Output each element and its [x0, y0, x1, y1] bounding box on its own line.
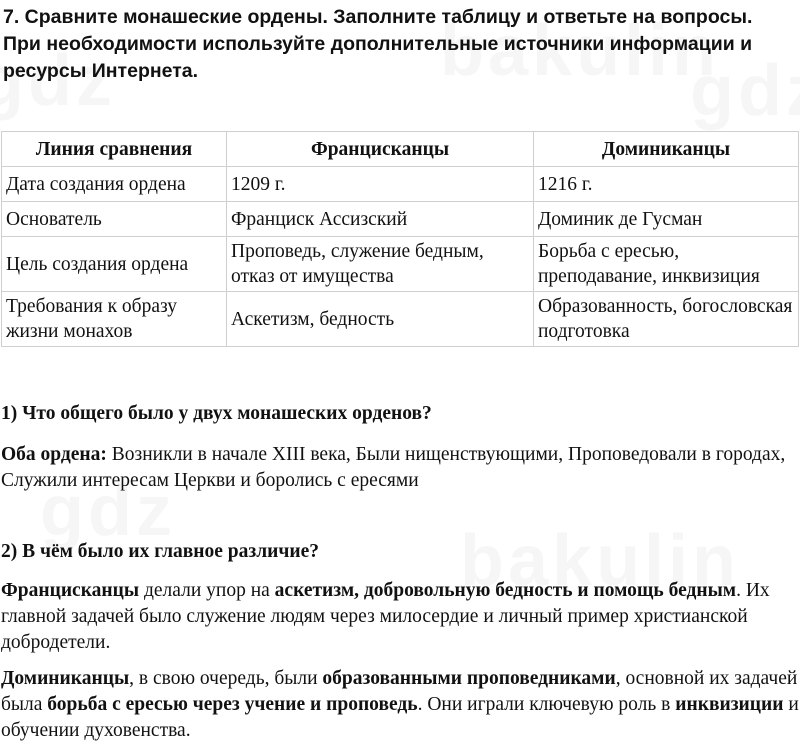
answer-2-paragraph-1	[1, 578, 799, 656]
comparison-table	[1, 131, 799, 347]
emphasis: образованными проповедниками	[322, 668, 616, 689]
table-cell: Требования к образу жизни монахов	[2, 292, 227, 347]
table-row	[2, 202, 799, 237]
answer-2-paragraph-2	[1, 666, 799, 744]
table-cell: Борьба с ересью, преподавание, инквизиция	[534, 237, 799, 292]
emphasis: инквизиции	[675, 694, 784, 715]
table-cell: Цель создания ордена	[2, 237, 227, 292]
table-cell: Дата создания ордена	[2, 167, 227, 202]
table-header-row	[2, 132, 799, 167]
answer-text: . Они играли ключевую роль в	[417, 694, 676, 715]
table-cell: Франциск Ассизский	[227, 202, 534, 237]
task-statement: 7. Сравните монашеские ордены. Заполните таблицу и ответьте на вопросы. При необходимости используйте дополнительные источники информации и ресурсы Интернета.	[3, 6, 753, 82]
table-header-cell: Францисканцы	[227, 132, 534, 167]
table-row	[2, 167, 799, 202]
table-header-cell: Линия сравнения	[2, 132, 227, 167]
question-2: 2) В чём было их главное различие?	[1, 541, 320, 562]
table-cell: Образованность, богословская подготовка	[534, 292, 799, 347]
table-cell: Доминик де Гусман	[534, 202, 799, 237]
table-row	[2, 237, 799, 292]
emphasis: аскетизм, добровольную бедность и помощь бедным	[274, 580, 737, 601]
table-cell: 1209 г.	[227, 167, 534, 202]
emphasis: борьба с ересью через учение и проповедь	[47, 694, 418, 715]
table-cell: Основатель	[2, 202, 227, 237]
answer-1-text: Возникли в начале XIII века, Были нищенствующими, Проповедовали в городах, Служили интересам Церкви и боролись с ересями	[1, 444, 786, 491]
table-cell: 1216 г.	[534, 167, 799, 202]
franciscans-term: Францисканцы	[1, 580, 140, 601]
table-row	[2, 292, 799, 347]
table-cell: Аскетизм, бедность	[227, 292, 534, 347]
question-1: 1) Что общего было у двух монашеских орденов?	[1, 403, 432, 424]
answer-1-lead: Оба ордена:	[1, 444, 107, 465]
dominicans-term: Доминиканцы	[1, 668, 130, 689]
table-cell: Проповедь, служение бедным, отказ от имущества	[227, 237, 534, 292]
table-header-cell: Доминиканцы	[534, 132, 799, 167]
answer-1	[1, 442, 799, 494]
answer-text: и обучении духовенства.	[1, 694, 799, 741]
answer-text: . Их главной задачей было служение людям через милосердие и личный пример христианской добродетели.	[1, 580, 770, 653]
answer-text: , основной их задачей была	[1, 668, 798, 715]
answer-text: делали упор на	[139, 580, 275, 601]
answer-text: , в свою очередь, были	[129, 668, 323, 689]
